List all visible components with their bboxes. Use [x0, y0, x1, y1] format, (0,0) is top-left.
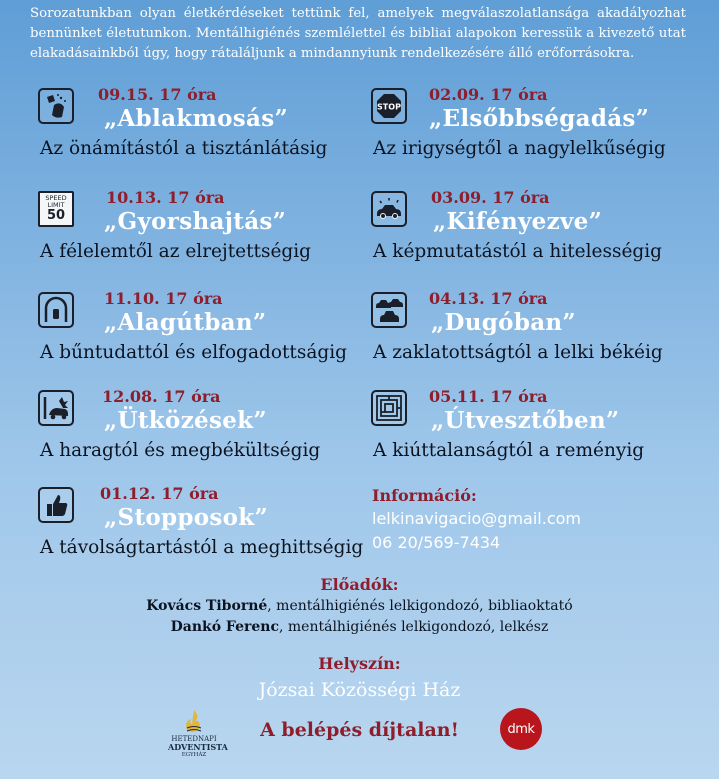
event-title: „Kifényezve”	[433, 208, 603, 235]
adventist-logo-line-1: HETEDNAPI	[171, 735, 217, 743]
stop-sign-text: STOP	[377, 102, 401, 112]
venue-name: Józsai Közösségi Ház	[258, 679, 461, 701]
event-subtitle: A zaklatottságtól a lelki békéig	[373, 342, 663, 363]
event-date: 05.11. 17 óra	[429, 387, 548, 406]
event-title: „Ütközések”	[104, 407, 267, 434]
presenter-name: Kovács Tiborné	[146, 598, 268, 614]
speed-limit-value: 50	[46, 208, 66, 223]
event-subtitle: Az önámítástól a tisztánlátásig	[40, 138, 328, 159]
event-subtitle: A haragtól és megbékültségig	[40, 440, 321, 461]
event-subtitle: Az irigységtől a nagylelkűségig	[373, 138, 666, 159]
adventist-logo	[168, 708, 228, 759]
event-title: „Alagútban”	[104, 309, 267, 336]
event-subtitle: A félelemtől az elrejtettségig	[40, 241, 312, 262]
event-date: 01.12. 17 óra	[100, 484, 219, 503]
event-title: „Ablakmosás”	[104, 105, 289, 132]
adventist-logo-line-2: ADVENTISTA	[168, 742, 228, 752]
presenters-label: Előadók:	[320, 575, 399, 594]
contact-block	[372, 486, 581, 555]
event-date: 02.09. 17 óra	[429, 85, 548, 104]
stop-sign-icon	[371, 88, 407, 124]
admission-note: A belépés díjtalan!	[260, 719, 459, 741]
speed-limit-line-2: LIMIT	[47, 201, 65, 209]
window-washing-icon	[38, 88, 74, 124]
intro-paragraph: Sorozatunkban olyan életkérdéseket tettünk fel, amelyek megválaszolatlansága akadályozhat bennünket életutunkon. Mentálhigiénés szemlélettel és bibliai alapokon keressük a kivezető utat elakadásainkból úgy, hogy rátaláljunk a mindannyiunk rendelkezésére álló erőforrásokra.	[30, 6, 686, 61]
traffic-jam-icon	[371, 292, 407, 328]
contact-phone[interactable]: 06 20/569-7434	[372, 533, 501, 552]
event-title: „Stopposok”	[104, 504, 269, 531]
tunnel-icon	[38, 292, 74, 328]
event-date: 10.13. 17 óra	[106, 188, 225, 207]
presenter-role: , mentálhigiénés lelkigondozó, lelkész	[279, 619, 549, 635]
speed-limit-icon	[38, 191, 74, 227]
adventist-logo-line-3: EGYHÁZ	[181, 752, 207, 758]
thumbs-up-icon	[38, 487, 74, 523]
event-subtitle: A távolságtartástól a meghittségig	[40, 537, 364, 558]
speed-limit-line-1: SPEED	[45, 194, 67, 202]
presenter-2	[0, 619, 719, 635]
event-date: 04.13. 17 óra	[429, 289, 548, 308]
shiny-car-icon	[371, 191, 407, 227]
contact-label: Információ:	[372, 486, 477, 505]
event-date: 11.10. 17 óra	[104, 289, 223, 308]
event-date: 12.08. 17 óra	[102, 387, 221, 406]
event-date: 03.09. 17 óra	[431, 188, 550, 207]
maze-icon	[371, 390, 407, 426]
event-title: „Útvesztőben”	[431, 407, 620, 434]
event-subtitle: A kiúttalanságtól a reményig	[373, 440, 645, 461]
collision-icon	[38, 390, 74, 426]
event-subtitle: A bűntudattól és elfogadottságig	[40, 342, 347, 363]
presenter-role: , mentálhigiénés lelkigondozó, bibliaoktató	[267, 598, 573, 614]
event-title: „Elsőbbségadás”	[429, 105, 650, 132]
event-date: 09.15. 17 óra	[98, 85, 217, 104]
event-subtitle: A képmutatástól a hitelességig	[373, 241, 663, 262]
event-title: „Dugóban”	[431, 309, 576, 336]
presenter-name: Dankó Ferenc	[170, 619, 279, 635]
flame-icon	[181, 708, 207, 734]
contact-email[interactable]: lelkinavigacio@gmail.com	[372, 509, 581, 528]
dmk-logo: dmk	[500, 708, 542, 750]
event-title: „Gyorshajtás”	[104, 208, 287, 235]
presenter-1	[0, 598, 719, 614]
venue-label: Helyszín:	[318, 654, 401, 673]
